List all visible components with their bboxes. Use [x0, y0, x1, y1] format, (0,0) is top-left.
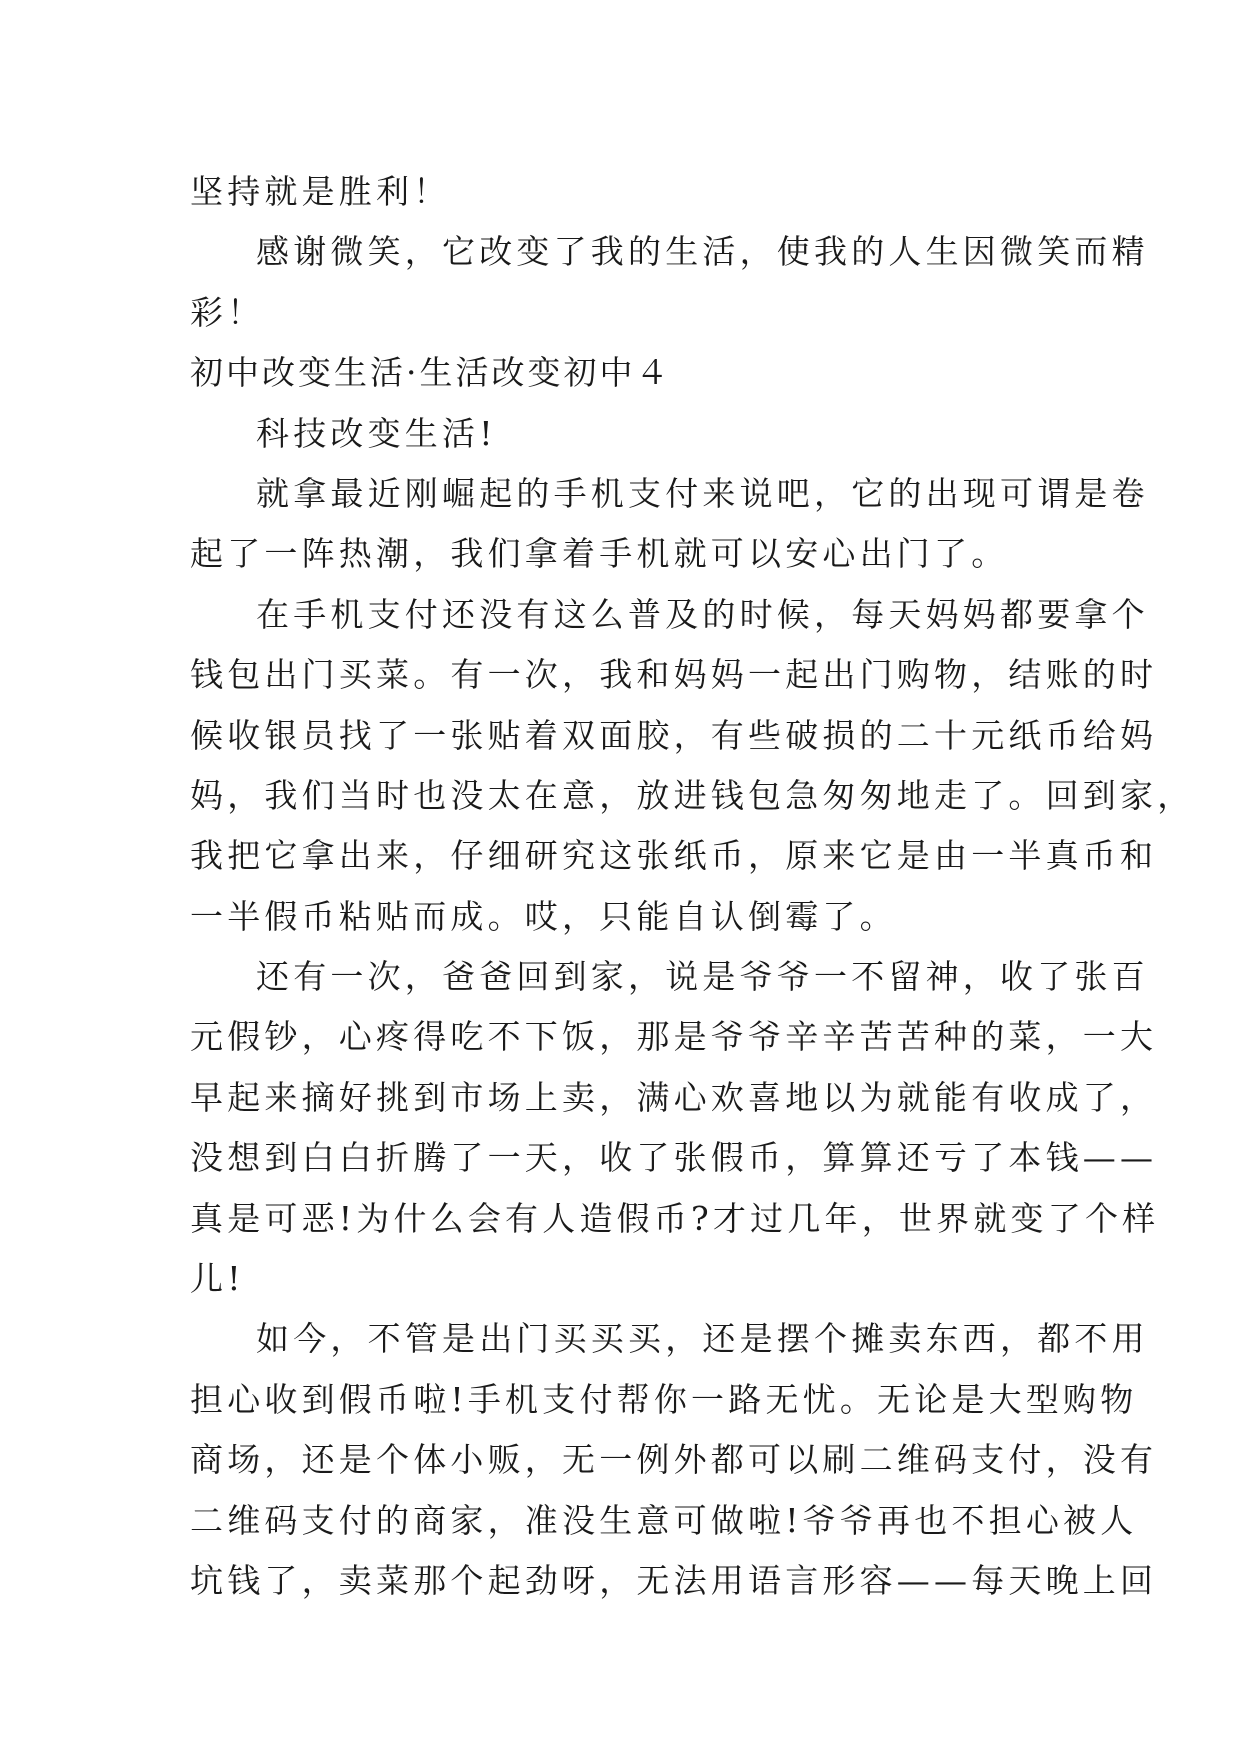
text-line: 二维码支付的商家，准没生意可做啦!爷爷再也不担心被人 — [190, 1500, 1138, 1540]
text-line: 感谢微笑，它改变了我的生活，使我的人生因微笑而精 — [256, 232, 1149, 272]
text-line: 妈，我们当时也没太在意，放进钱包急匆匆地走了。回到家， — [190, 775, 1195, 815]
text-line: 科技改变生活! — [256, 413, 497, 453]
text-line: 一半假币粘贴而成。哎，只能自认倒霉了。 — [190, 896, 897, 936]
text-line: 还有一次，爸爸回到家，说是爷爷一不留神，收了张百 — [256, 957, 1149, 997]
text-line: 我把它拿出来，仔细研究这张纸币，原来它是由一半真币和 — [190, 836, 1158, 876]
text-line: 就拿最近刚崛起的手机支付来说吧，它的出现可谓是卷 — [256, 473, 1149, 513]
article-body — [190, 162, 1195, 1611]
text-line: 坚持就是胜利！ — [190, 172, 451, 211]
text-line: 真是可恶!为什么会有人造假币?才过几年，世界就变了个样 — [190, 1198, 1160, 1238]
text-line: 坑钱了，卖菜那个起劲呀，无法用语言形容——每天晚上回 — [190, 1560, 1158, 1600]
text-line: 起了一阵热潮，我们拿着手机就可以安心出门了。 — [190, 534, 1009, 574]
text-line: 元假钞，心疼得吃不下饭，那是爷爷辛辛苦苦种的菜，一大 — [190, 1017, 1158, 1057]
section-heading: 初中改变生活·生活改变初中４ — [190, 353, 672, 393]
text-line: 彩！ — [190, 292, 265, 332]
text-line: 在手机支付还没有这么普及的时候，每天妈妈都要拿个 — [256, 594, 1149, 634]
text-line: 候收银员找了一张贴着双面胶，有些破损的二十元纸币给妈 — [190, 715, 1158, 755]
text-line: 没想到白白折腾了一天，收了张假币，算算还亏了本钱—— — [190, 1138, 1158, 1178]
text-line: 商场，还是个体小贩，无一例外都可以刷二维码支付，没有 — [190, 1440, 1158, 1480]
text-line: 早起来摘好挑到市场上卖，满心欢喜地以为就能有收成了， — [190, 1077, 1158, 1117]
text-line: 如今，不管是出门买买买，还是摆个摊卖东西，都不用 — [256, 1319, 1149, 1359]
text-line: 钱包出门买菜。有一次，我和妈妈一起出门购物，结账的时 — [190, 655, 1158, 695]
text-line: 儿! — [190, 1259, 245, 1299]
text-line: 担心收到假币啦!手机支付帮你一路无忧。无论是大型购物 — [190, 1379, 1138, 1419]
